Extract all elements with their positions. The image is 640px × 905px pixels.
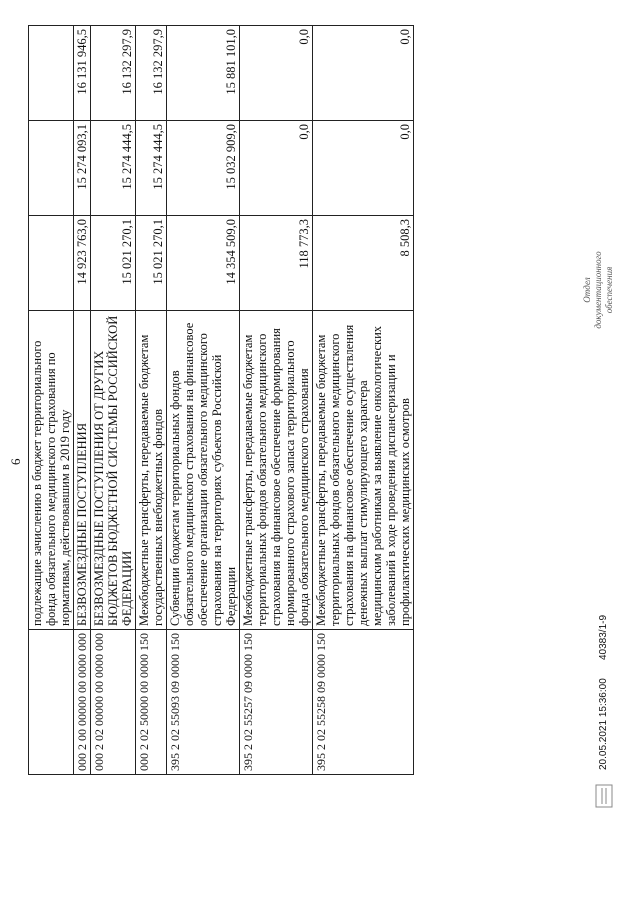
value-cell: 0,0 — [240, 121, 313, 216]
code-cell: 395 2 02 55258 09 0000 150 — [313, 630, 414, 775]
value-cell: 8 508,3 — [313, 216, 414, 311]
table-row — [240, 26, 313, 775]
value-cell: 15 274 093,1 — [74, 121, 91, 216]
table-row — [29, 26, 74, 775]
name-cell: Межбюджетные трансферты, передаваемые бюджетам территориальных фондов обязательного медицинского страхования на финансовое обеспечение осуществления денежных выплат стимулирующего характера медицинским работникам за выявление онкологических заболеваний в ходе проведения диспансеризации и профилактических медицинских осмотров — [313, 311, 414, 630]
code-cell — [29, 630, 74, 775]
value-cell: 118 773,3 — [240, 216, 313, 311]
value-cell: 15 021 270,1 — [136, 216, 167, 311]
budget-table — [28, 25, 414, 775]
value-cell: 15 274 444,5 — [91, 121, 136, 216]
table-row — [91, 26, 136, 775]
value-cell: 14 923 763,0 — [74, 216, 91, 311]
name-cell: БЕЗВОЗМЕЗДНЫЕ ПОСТУПЛЕНИЯ — [74, 311, 91, 630]
value-cell: 15 881 101,0 — [167, 26, 240, 121]
code-cell: 000 2 02 00000 00 0000 000 — [91, 630, 136, 775]
value-cell: 15 032 909,0 — [167, 121, 240, 216]
value-cell — [29, 216, 74, 311]
table-row — [167, 26, 240, 775]
code-cell: 000 2 00 00000 00 0000 000 — [74, 630, 91, 775]
value-cell: 16 132 297,9 — [91, 26, 136, 121]
footer-doc-code: 40383/1-9 — [598, 614, 609, 660]
value-cell — [29, 121, 74, 216]
name-cell: Межбюджетные трансферты, передаваемые бюджетам государственных внебюджетных фондов — [136, 311, 167, 630]
name-cell: БЕЗВОЗМЕЗДНЫЕ ПОСТУПЛЕНИЯ ОТ ДРУГИХ БЮДЖЕТОВ БЮДЖЕТНОЙ СИСТЕМЫ РОССИЙСКОЙ ФЕДЕРАЦИИ — [91, 311, 136, 630]
table-row — [136, 26, 167, 775]
table-row — [313, 26, 414, 775]
code-cell: 395 2 02 55257 09 0000 150 — [240, 630, 313, 775]
value-cell: 15 021 270,1 — [91, 216, 136, 311]
value-cell: 0,0 — [313, 26, 414, 121]
name-cell: Межбюджетные трансферты, передаваемые бюджетам территориальных фондов обязательного медицинского страхования на финансовое обеспечение формирования нормированного страхового запаса территориального фонда обязательного медицинского страхования — [240, 311, 313, 630]
value-cell: 0,0 — [313, 121, 414, 216]
code-cell: 395 2 02 55093 09 0000 150 — [167, 630, 240, 775]
value-cell: 0,0 — [240, 26, 313, 121]
value-cell: 16 132 297,9 — [136, 26, 167, 121]
name-cell: подлежащие зачислению в бюджет территориального фонда обязательного медицинского страхования по нормативам, действовавшим в 2019 году — [29, 311, 74, 630]
table-row — [74, 26, 91, 775]
page-number: 6 — [8, 458, 23, 465]
name-cell: Субвенции бюджетам территориальных фондов обязательного медицинского страхования на финансовое обеспечение организации обязательного медицинского страхования на территориях субъектов Российской Федерации — [167, 311, 240, 630]
code-cell: 000 2 02 50000 00 0000 150 — [136, 630, 167, 775]
value-cell: 16 131 946,5 — [74, 26, 91, 121]
emblem-icon — [592, 780, 618, 810]
department-stamp: Отдел документационного обеспечения — [582, 251, 614, 329]
footer-date: 20.05.2021 15:36:00 — [598, 678, 609, 770]
value-cell — [29, 26, 74, 121]
value-cell: 15 274 444,5 — [136, 121, 167, 216]
value-cell: 14 354 509,0 — [167, 216, 240, 311]
